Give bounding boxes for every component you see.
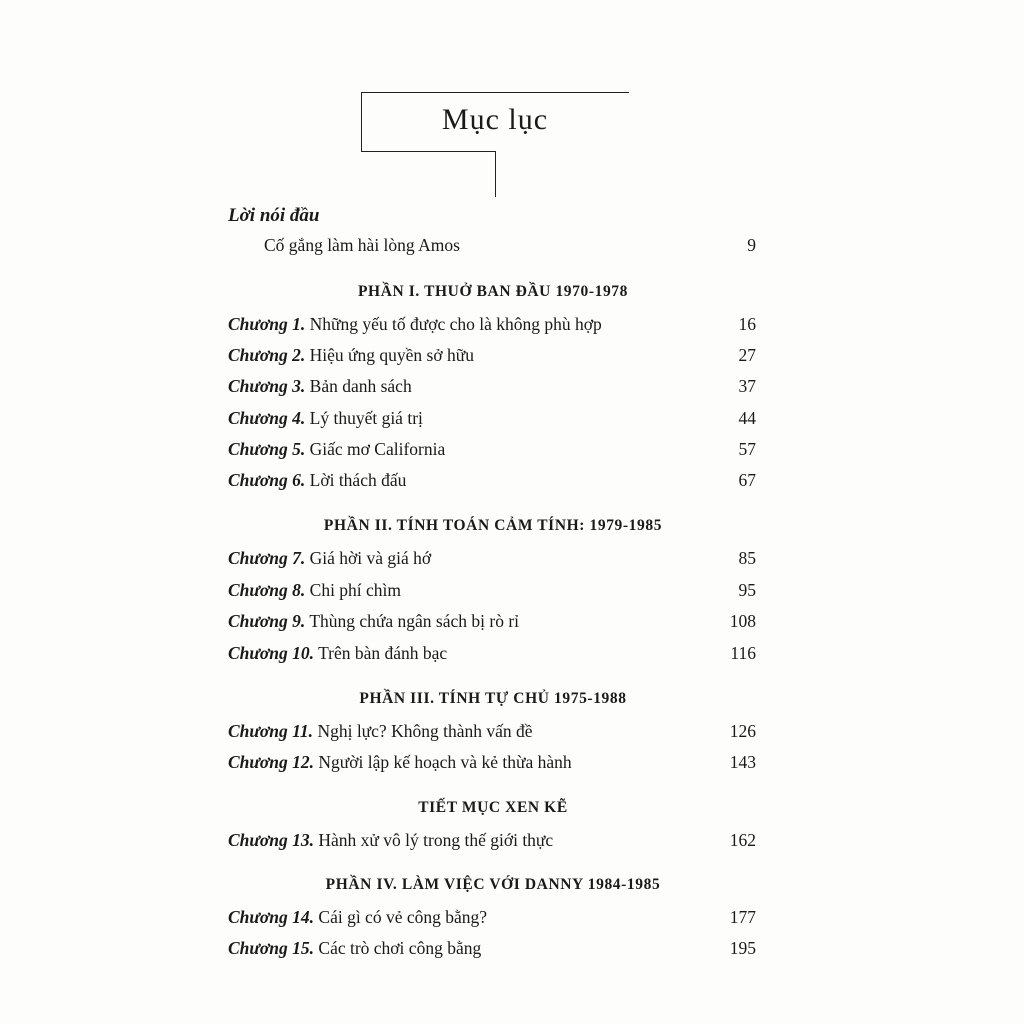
chapter-title: Thùng chứa ngân sách bị rò rỉ [309, 611, 520, 631]
chapter-label: Chương 2. [228, 345, 306, 365]
chapter-page: 95 [738, 580, 756, 600]
chapter-page: 16 [738, 314, 756, 334]
part-heading: PHẦN II. TÍNH TOÁN CẢM TÍNH: 1979-1985 [323, 517, 663, 534]
chapter-page: 85 [738, 548, 756, 568]
preface-entry-page: 9 [747, 235, 756, 255]
chapter-title: Người lập kế hoạch và kẻ thừa hành [318, 752, 572, 772]
chapter-entry [228, 640, 758, 666]
chapter-page: 108 [729, 611, 756, 631]
part-heading: PHẦN III. TÍNH TỰ CHỦ 1975-1988 [359, 690, 627, 707]
title-frame-top-line [361, 92, 629, 93]
chapter-page: 37 [738, 376, 756, 396]
chapter-label: Chương 10. [228, 643, 315, 663]
chapter-title: Lý thuyết giá trị [309, 408, 423, 428]
chapter-page: 143 [729, 752, 756, 772]
preface-entry-title: Cố gắng làm hài lòng Amos [264, 235, 460, 255]
chapter-title: Bản danh sách [309, 376, 412, 396]
chapter-entry [228, 467, 758, 493]
chapter-page: 195 [729, 938, 756, 958]
title-frame-right-line [495, 151, 496, 197]
part-heading: TIẾT MỤC XEN KẼ [418, 799, 568, 816]
chapter-entry [228, 935, 758, 961]
chapter-entry [228, 311, 758, 337]
chapter-entry [228, 405, 758, 431]
chapter-entry [228, 749, 758, 775]
chapter-page: 57 [738, 439, 756, 459]
chapter-title: Chi phí chìm [309, 580, 402, 600]
chapter-page: 27 [738, 345, 756, 365]
chapter-entry [228, 904, 758, 930]
part-heading: PHẦN IV. LÀM VIỆC VỚI DANNY 1984-1985 [325, 876, 661, 893]
chapter-page: 126 [729, 721, 756, 741]
chapter-entry [228, 827, 758, 853]
chapter-title: Hiệu ứng quyền sở hữu [309, 345, 474, 365]
part-heading: PHẦN I. THUỞ BAN ĐẦU 1970-1978 [357, 283, 629, 300]
preface-heading: Lời nói đầu [228, 205, 320, 226]
chapter-title: Những yếu tố được cho là không phù hợp [309, 314, 602, 334]
chapter-label: Chương 7. [228, 548, 306, 568]
chapter-label: Chương 6. [228, 470, 306, 490]
chapter-entry [228, 577, 758, 603]
chapter-label: Chương 13. [228, 830, 315, 850]
chapter-label: Chương 14. [228, 907, 315, 927]
chapter-page: 162 [729, 830, 756, 850]
chapter-title: Lời thách đấu [309, 470, 407, 490]
chapter-label: Chương 5. [228, 439, 306, 459]
chapter-label: Chương 1. [228, 314, 306, 334]
chapter-entry [228, 436, 758, 462]
chapter-page: 177 [729, 907, 756, 927]
chapter-title: Giấc mơ California [309, 439, 446, 459]
chapter-title: Trên bàn đánh bạc [318, 643, 448, 663]
title-frame-bottom-line [361, 151, 496, 152]
chapter-title: Hành xử vô lý trong thế giới thực [318, 830, 554, 850]
chapter-page: 67 [738, 470, 756, 490]
chapter-title: Nghị lực? Không thành vấn đề [317, 721, 533, 741]
page-title: Mục lục [441, 103, 549, 136]
chapter-label: Chương 15. [228, 938, 315, 958]
chapter-label: Chương 11. [228, 721, 314, 741]
chapter-label: Chương 4. [228, 408, 306, 428]
chapter-entry [228, 545, 758, 571]
chapter-label: Chương 3. [228, 376, 306, 396]
chapter-entry [228, 718, 758, 744]
chapter-label: Chương 9. [228, 611, 306, 631]
chapter-label: Chương 12. [228, 752, 315, 772]
preface-entry [228, 232, 758, 258]
chapter-title: Giá hời và giá hớ [309, 548, 432, 568]
chapter-title: Các trò chơi công bằng [318, 938, 482, 958]
chapter-page: 44 [738, 408, 756, 428]
chapter-page: 116 [730, 643, 756, 663]
chapter-label: Chương 8. [228, 580, 306, 600]
chapter-entry [228, 373, 758, 399]
chapter-entry [228, 342, 758, 368]
chapter-title: Cái gì có vẻ công bằng? [318, 907, 488, 927]
chapter-entry [228, 608, 758, 634]
